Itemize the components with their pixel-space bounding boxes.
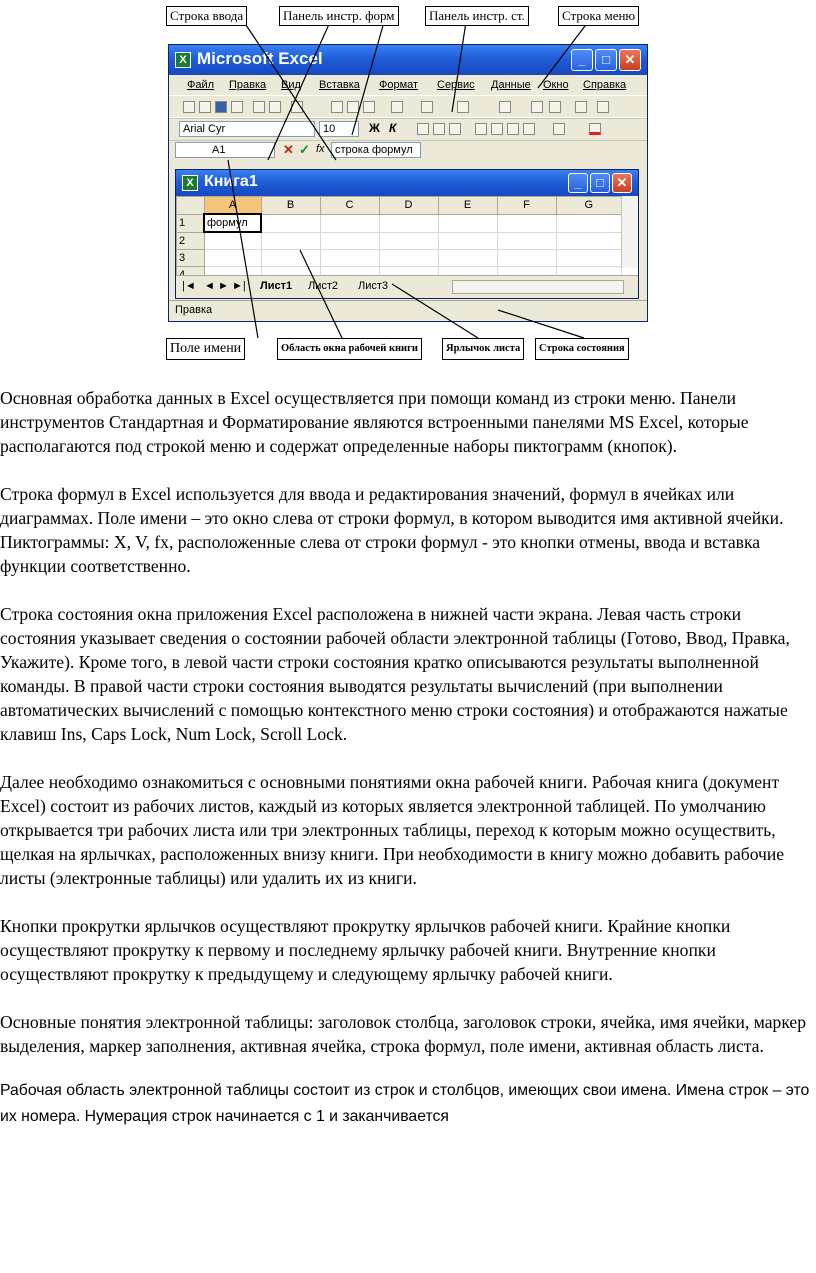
sheet-grid [176,196,622,284]
excel-window-figure [0,0,816,370]
column-header[interactable]: C [320,197,379,215]
tab-scroll-next-icon[interactable]: ► [218,280,229,292]
menu-item-insert[interactable]: Вставка [319,79,360,91]
menu-item-help[interactable]: Справка [583,79,627,91]
drawing-icon[interactable] [597,101,609,113]
name-box[interactable]: A1 [175,142,275,158]
maximize-icon[interactable]: □ [595,49,617,71]
undo-icon[interactable] [421,101,433,113]
currency-icon[interactable] [475,123,487,135]
sheet-tab-2[interactable]: Лист2 [308,280,339,292]
standard-toolbar [169,95,647,119]
row-header[interactable]: 3 [177,250,205,267]
insert-function-icon[interactable]: fx [316,143,325,155]
callout-input-line: Строка ввода [166,6,247,26]
workbook-maximize-icon[interactable]: □ [590,173,610,193]
cell[interactable] [438,232,497,250]
sheet-tabs-bar [176,275,638,298]
font-size-select[interactable]: 10 [319,121,359,137]
workbook-titlebar [176,170,638,196]
cut-icon[interactable] [331,101,343,113]
sort-desc-icon[interactable] [549,101,561,113]
paragraph: Строка формул в Excel используется для ввода и редактирования значений, формул в ячейках или диаграммах. Поле имени – это окно слева от строки формул, в котором выводится имя активной ячейки. Пиктограммы: X, V, fx, расположенные слева от строки формул - это кнопки отмены, ввода и вставка функции соответственно. [0,484,784,576]
copy-icon[interactable] [347,101,359,113]
percent-icon[interactable] [491,123,503,135]
chart-wizard-icon[interactable] [575,101,587,113]
column-header[interactable]: G [556,197,622,215]
callout-name-box: Поле имени [166,338,245,360]
tab-scroll-prev-icon[interactable]: ◄ [204,280,215,292]
sheet-tab-3[interactable]: Лист3 [358,280,389,292]
paste-icon[interactable] [363,101,375,113]
thousands-icon[interactable] [507,123,519,135]
excel-logo-icon: X [175,52,191,68]
callout-forms-toolbar: Панель инстр. форм [279,6,399,26]
align-center-icon[interactable] [433,123,445,135]
preview-icon[interactable] [269,101,281,113]
italic-button[interactable]: К [389,121,397,135]
font-name-select[interactable]: Arial Cyr [179,121,315,137]
new-icon[interactable] [183,101,195,113]
permission-icon[interactable] [231,101,243,113]
cell[interactable] [320,232,379,250]
column-header[interactable]: F [497,197,556,215]
menu-item-tools[interactable]: Сервис [437,79,475,91]
formula-bar [169,139,647,161]
formula-input[interactable]: строка формул [331,142,421,158]
tab-scroll-last-icon[interactable]: ►| [232,280,246,292]
status-text: Правка [175,304,213,316]
callout-menu-bar: Строка меню [558,6,639,26]
cell[interactable] [497,250,556,267]
minimize-icon[interactable]: _ [571,49,593,71]
column-header[interactable]: A [204,197,261,215]
paragraph: Основные понятия электронной таблицы: заголовок столбца, заголовок строки, ячейка, имя ячейки, маркер выделения, маркер заполнения, активная ячейка, строка формул, поле имени, активная область листа. [0,1012,807,1056]
cell[interactable] [556,250,622,267]
cell[interactable] [320,214,379,232]
cell[interactable] [320,250,379,267]
format-painter-icon[interactable] [391,101,403,113]
close-icon[interactable]: ✕ [619,49,641,71]
spelling-icon[interactable] [291,101,303,113]
status-bar [169,300,647,321]
column-header[interactable]: B [261,197,320,215]
callout-workbook-area: Область окна рабочей книги [277,338,422,360]
workbook-close-icon[interactable]: ✕ [612,173,632,193]
cell[interactable] [379,214,438,232]
menu-item-file[interactable]: Файл [187,79,215,91]
save-icon[interactable] [215,101,227,113]
paragraph: Далее необходимо ознакомиться с основными понятиями окна рабочей книги. Рабочая книга (документ Excel) состоит из рабочих листов, каждый из которых является электронной таблицей. По умолчанию открывается три рабочих листа или три электронных таблицы, переход к которым можно осуществить, щелкая на ярлычках, расположенных внизу книги. При необходимости в книгу можно добавить рабочие листы (электронные таблицы) или удалить их из книги. [0,772,785,888]
redo-icon[interactable] [457,101,469,113]
callout-status-bar: Строка состояния [535,338,629,360]
cell[interactable] [556,232,622,250]
cell[interactable] [556,214,622,232]
formatting-toolbar [169,117,647,141]
workbook-minimize-icon[interactable]: _ [568,173,588,193]
menu-item-view[interactable]: Вид [281,79,301,91]
cell[interactable] [379,250,438,267]
vertical-scrollbar[interactable] [621,196,638,268]
menu-item-format[interactable]: Формат [379,79,419,91]
menu-item-data[interactable]: Данные [491,79,531,91]
decimal-icon[interactable] [523,123,535,135]
cell[interactable] [204,232,261,250]
cell[interactable] [379,232,438,250]
cell[interactable] [438,250,497,267]
workbook-title: Книга1 [204,173,258,190]
cell[interactable] [497,214,556,232]
column-header[interactable]: E [438,197,497,215]
borders-icon[interactable] [553,123,565,135]
font-color-icon[interactable] [589,123,601,135]
row-header[interactable]: 2 [177,232,205,250]
menu-item-edit[interactable]: Правка [229,79,267,91]
excel-app-window [168,44,648,322]
print-icon[interactable] [253,101,265,113]
callout-sheet-tab: Ярлычок листа [442,338,524,360]
callout-std-toolbar: Панель инстр. ст. [425,6,529,26]
document-body [0,386,816,1130]
paragraph: Основная обработка данных в Excel осуществляется при помощи команд из строки меню. Панели инструментов Стандартная и Форматирование являются встроенными панелями MS Excel, которые располагаются под строкой меню и содержат определенные наборы пиктограмм (кнопок). [0,388,749,456]
column-header[interactable]: D [379,197,438,215]
cancel-icon[interactable]: ✕ [283,142,294,157]
merge-center-icon[interactable] [449,123,461,135]
open-icon[interactable] [199,101,211,113]
app-titlebar [169,45,647,75]
active-cell[interactable]: формул [204,214,261,232]
cell[interactable] [204,250,261,267]
cell[interactable] [261,214,320,232]
tab-scroll-first-icon[interactable]: |◄ [182,280,196,292]
paragraph: Строка состояния окна приложения Excel расположена в нижней части экрана. Левая часть строки состояния указывает сведения о состоянии рабочей области электронной таблицы (Готово, Ввод, Правка, Укажите). Кроме того, в левой части строки состояния кратко описываются результаты выполненной команды. В правой части строки состояния выводятся результаты вычислений (при выполнении автоматических вычислений с помощью контекстного меню строки состояния) и отображаются нажатые клавиш Ins, Caps Lock, Num Lock, Scroll Lock. [0,604,790,744]
autosum-icon[interactable] [499,101,511,113]
menu-bar [169,75,647,95]
bold-button[interactable]: Ж [369,121,380,135]
sort-asc-icon[interactable] [531,101,543,113]
cell[interactable] [261,232,320,250]
row-header[interactable]: 1 [177,214,205,232]
sheet-tab-1[interactable]: Лист1 [260,280,293,292]
workbook-icon: X [182,175,198,191]
workbook-window [175,169,639,299]
paragraph: Рабочая область электронной таблицы состоит из строк и столбцов, имеющих свои имена. Имена строк – это их номера. Нумерация строк начинается с 1 и заканчивается [0,1082,810,1125]
cell[interactable] [261,250,320,267]
horizontal-scrollbar[interactable] [452,280,624,294]
cell[interactable] [497,232,556,250]
align-left-icon[interactable] [417,123,429,135]
app-title: Microsoft Excel [197,49,323,68]
enter-icon[interactable]: ✓ [299,142,310,157]
select-all-corner[interactable] [177,197,205,215]
paragraph: Кнопки прокрутки ярлычков осуществляют прокрутку ярлычков рабочей книги. Крайние кнопки осуществляют прокрутку к первому и последнему ярлычку рабочей книги. Внутренние кнопки осуществляют прокрутку к предыдущему и следующему ярлычку рабочей книги. [0,916,731,984]
menu-item-window[interactable]: Окно [543,79,569,91]
cell[interactable] [438,214,497,232]
